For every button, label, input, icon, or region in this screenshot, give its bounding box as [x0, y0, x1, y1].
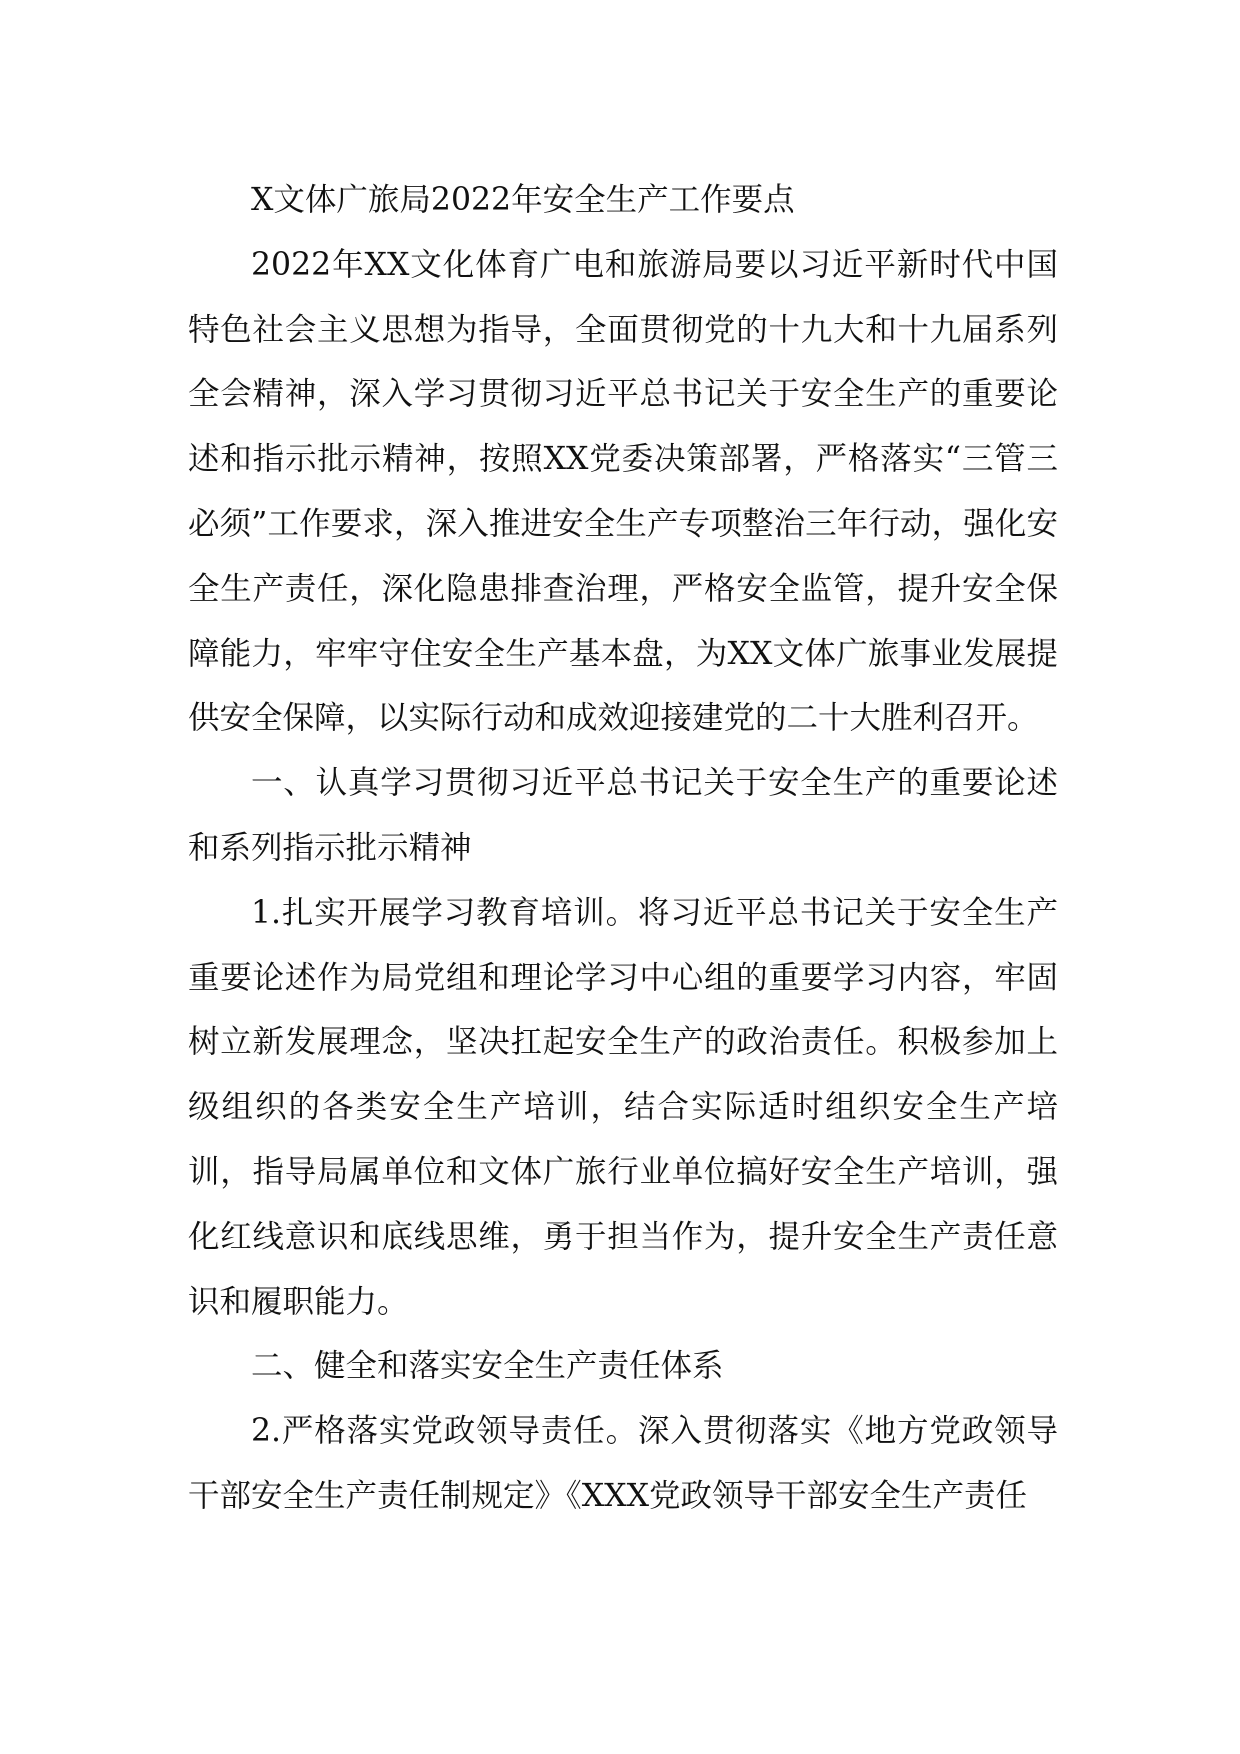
- item-paragraph-1: 1.扎实开展学习教育培训。将习近平总书记关于安全生产重要论述作为局党组和理论学习中心组的重要学习内容，牢固树立新发展理念，坚决扛起安全生产的政治责任。积极参加上级组织的各类安全生产培训，结合实际适时组织安全生产培训，指导局属单位和文体广旅行业单位搞好安全生产培训，强化红线意识和底线思维，勇于担当作为，提升安全生产责任意识和履职能力。: [188, 894, 1058, 1320]
- section-heading-2: 二、健全和落实安全生产责任体系: [251, 1348, 724, 1385]
- section-heading-1: 一、认真学习贯彻习近平总书记关于安全生产的重要论述和系列指示批示精神: [188, 765, 1058, 866]
- item-paragraph-2: 2.严格落实党政领导责任。深入贯彻落实《地方党政领导干部安全生产责任制规定》《XXX党政领导干部安全生产责任: [188, 1413, 1058, 1514]
- document-body: [188, 168, 1058, 1529]
- intro-paragraph: 2022年XX文化体育广电和旅游局要以习近平新时代中国特色社会主义思想为指导，全面贯彻党的十九大和十九届系列全会精神，深入学习贯彻习近平总书记关于安全生产的重要论述和指示批示精神，按照XX党委决策部署，严格落实“三管三必须”工作要求，深入推进安全生产专项整治三年行动，强化安全生产责任，深化隐患排查治理，严格安全监管，提升安全保障能力，牢牢守住安全生产基本盘，为XX文体广旅事业发展提供安全保障，以实际行动和成效迎接建党的二十大胜利召开。: [188, 246, 1058, 737]
- document-title: X文体广旅局2022年安全生产工作要点: [251, 182, 795, 218]
